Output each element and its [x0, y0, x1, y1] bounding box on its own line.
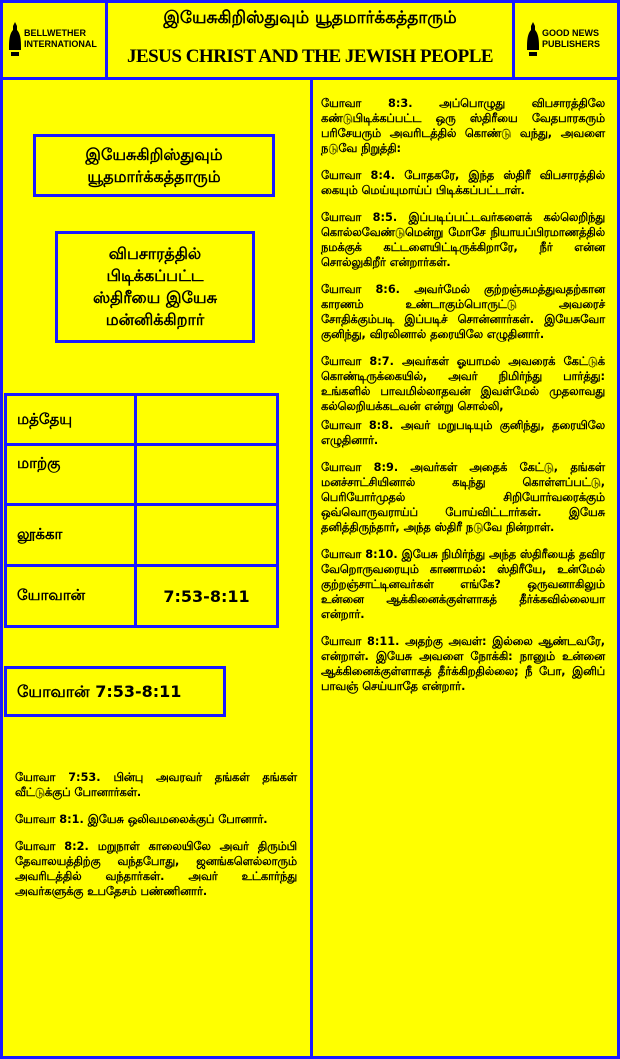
- verse: யோவா 8:11. அதற்கு அவள்: இல்லை ஆண்டவரே, என்றாள். இயேசு அவளை நோக்கி: நானும் உன்னை ஆக்கினைக்குள்ளாகத் தீர்க்கிறதில்லை; நீ போ, இனிப் பாவஞ் செய்யாதே என்றார்.: [321, 635, 605, 693]
- bellwether-logo: [8, 20, 97, 58]
- verse: யோவா 8:9. அவர்கள் அதைக் கேட்டு, தங்கள் மனச்சாட்சியினால் கடிந்து கொள்ளப்பட்டு, பெரியோர்முதல் சிறியோர்வரைக்கும் ஒவ்வொருவராய்ப் போய்விட்டார்கள். இயேசு தனித்திருந்தார், அந்த ஸ்திரீ நடுவே நின்றாள்.: [321, 461, 605, 534]
- book-reference: 7:53-8:11: [136, 566, 278, 627]
- verse: யோவா 8:3. அப்பொழுது விபசாரத்திலே கண்டுபிடிக்கப்பட்ட ஒரு ஸ்திரீயை வேதபாரகரும் பரிசேயரும் அவரிடத்தில் கொண்டு வந்து, அவளை நடுவே நிறுத்தி:: [321, 97, 605, 155]
- book-name: லூக்கா: [6, 505, 136, 566]
- story-title-line-1: விபசாரத்தில்: [108, 244, 202, 263]
- story-title-box: [55, 231, 255, 343]
- verse: யோவா 7:53. பின்பு அவரவர் தங்கள் தங்கள் வீட்டுக்குப் போனார்கள்.: [15, 771, 297, 799]
- bell-icon: [8, 20, 22, 58]
- good-news-logo: [526, 20, 600, 58]
- story-title-line-2: பிடிக்கப்பட்ட: [106, 266, 204, 285]
- left-verses: [15, 770, 297, 911]
- story-title-line-4: மன்னிக்கிறார்: [105, 310, 205, 329]
- table-row: [6, 505, 278, 566]
- book-name: மாற்கு: [6, 445, 136, 505]
- verse: யோவா 8:5. இப்படிப்பட்டவர்களைக் கல்லெறிந்து கொல்லவேண்டுமென்று மோசே நியாயப்பிரமாணத்தில் நமக்குக் கட்டளையிட்டிருக்கிறாரே, நீர் என்ன சொல்லுகிறீர் என்றார்கள்.: [321, 211, 605, 269]
- right-logo-line-2: PUBLISHERS: [542, 39, 601, 49]
- table-row: [6, 445, 278, 505]
- verse: யோவா 8:1. இயேசு ஒலிவமலைக்குப் போனார்.: [15, 813, 268, 826]
- verse: யோவா 8:2. மறுநாள் காலையிலே அவர் திரும்பி தேவாலயத்திற்கு வந்தபோது, ஜனங்களெல்லாரும் அவரிடத்தில் வந்தார்கள். அவர் உட்கார்ந்து அவர்களுக்கு உபதேசம் பண்ணினார்.: [15, 840, 297, 898]
- title-tamil: இயேசுகிறிஸ்துவும் யூதமார்க்கத்தாரும்: [163, 8, 457, 28]
- book-name: யோவான்: [6, 566, 136, 627]
- book-title-line-1: இயேசுகிறிஸ்துவும்: [85, 144, 223, 164]
- verse: யோவா 8:4. போதகரே, இந்த ஸ்திரீ விபசாரத்தில் கையும் மெய்யுமாய்ப் பிடிக்கப்பட்டாள்.: [321, 169, 605, 197]
- left-logo-line-1: BELLWETHER: [24, 28, 86, 38]
- table-row: [6, 395, 278, 445]
- title-english: JESUS CHRIST AND THE JEWISH PEOPLE: [126, 46, 494, 67]
- table-row: [6, 566, 278, 627]
- left-logo-line-2: INTERNATIONAL: [24, 39, 97, 49]
- right-logo-line-1: GOOD NEWS: [542, 28, 600, 38]
- gospel-reference-table: [4, 393, 279, 628]
- book-title-box: [33, 134, 275, 197]
- verse: யோவா 8:8. அவர் மறுபடியும் குனிந்து, தரையிலே எழுதினார்.: [321, 419, 605, 447]
- book-reference: [136, 445, 278, 505]
- book-title-line-2: யூதமார்க்கத்தாரும்: [87, 166, 221, 186]
- verse: யோவா 8:6. அவர்மேல் குற்றஞ்சுமத்துவதற்கான காரணம் உண்டாகும்பொருட்டு அவரைச் சோதிக்கும்படி இப்படிச் சொன்னார்கள். இயேசுவோ குனிந்து, விரலினால் தரையிலே எழுதினார்.: [321, 283, 605, 341]
- passage-heading-box: [4, 666, 226, 717]
- bell-icon: [526, 20, 540, 58]
- book-name: மத்தேயு: [6, 395, 136, 445]
- story-title-line-3: ஸ்திரீயை இயேசு: [92, 288, 218, 307]
- right-verses: [321, 96, 605, 706]
- verse: யோவா 8:10. இயேசு நிமிர்ந்து அந்த ஸ்திரீயைத் தவிர வேறொருவரையும் காணாமல்: ஸ்திரீயே, உன்மேல் குற்றஞ்சாட்டினவர்கள் எங்கே? ஒருவனாகிலும் உன்னை ஆக்கினைக்குள்ளாகத் தீர்க்கவில்லையா என்றார்.: [321, 548, 605, 621]
- passage-heading: யோவான் 7:53-8:11: [17, 681, 182, 701]
- verse: யோவா 8:7. அவர்கள் ஓயாமல் அவரைக் கேட்டுக் கொண்டிருக்கையில், அவர் நிமிர்ந்து பார்த்து: உங்களில் பாவமில்லாதவன் இவள்மேல் முதலாவது கல்லெறியக்கடவன் என்று சொல்லி,: [321, 355, 605, 413]
- book-reference: [136, 505, 278, 566]
- book-reference: [136, 395, 278, 445]
